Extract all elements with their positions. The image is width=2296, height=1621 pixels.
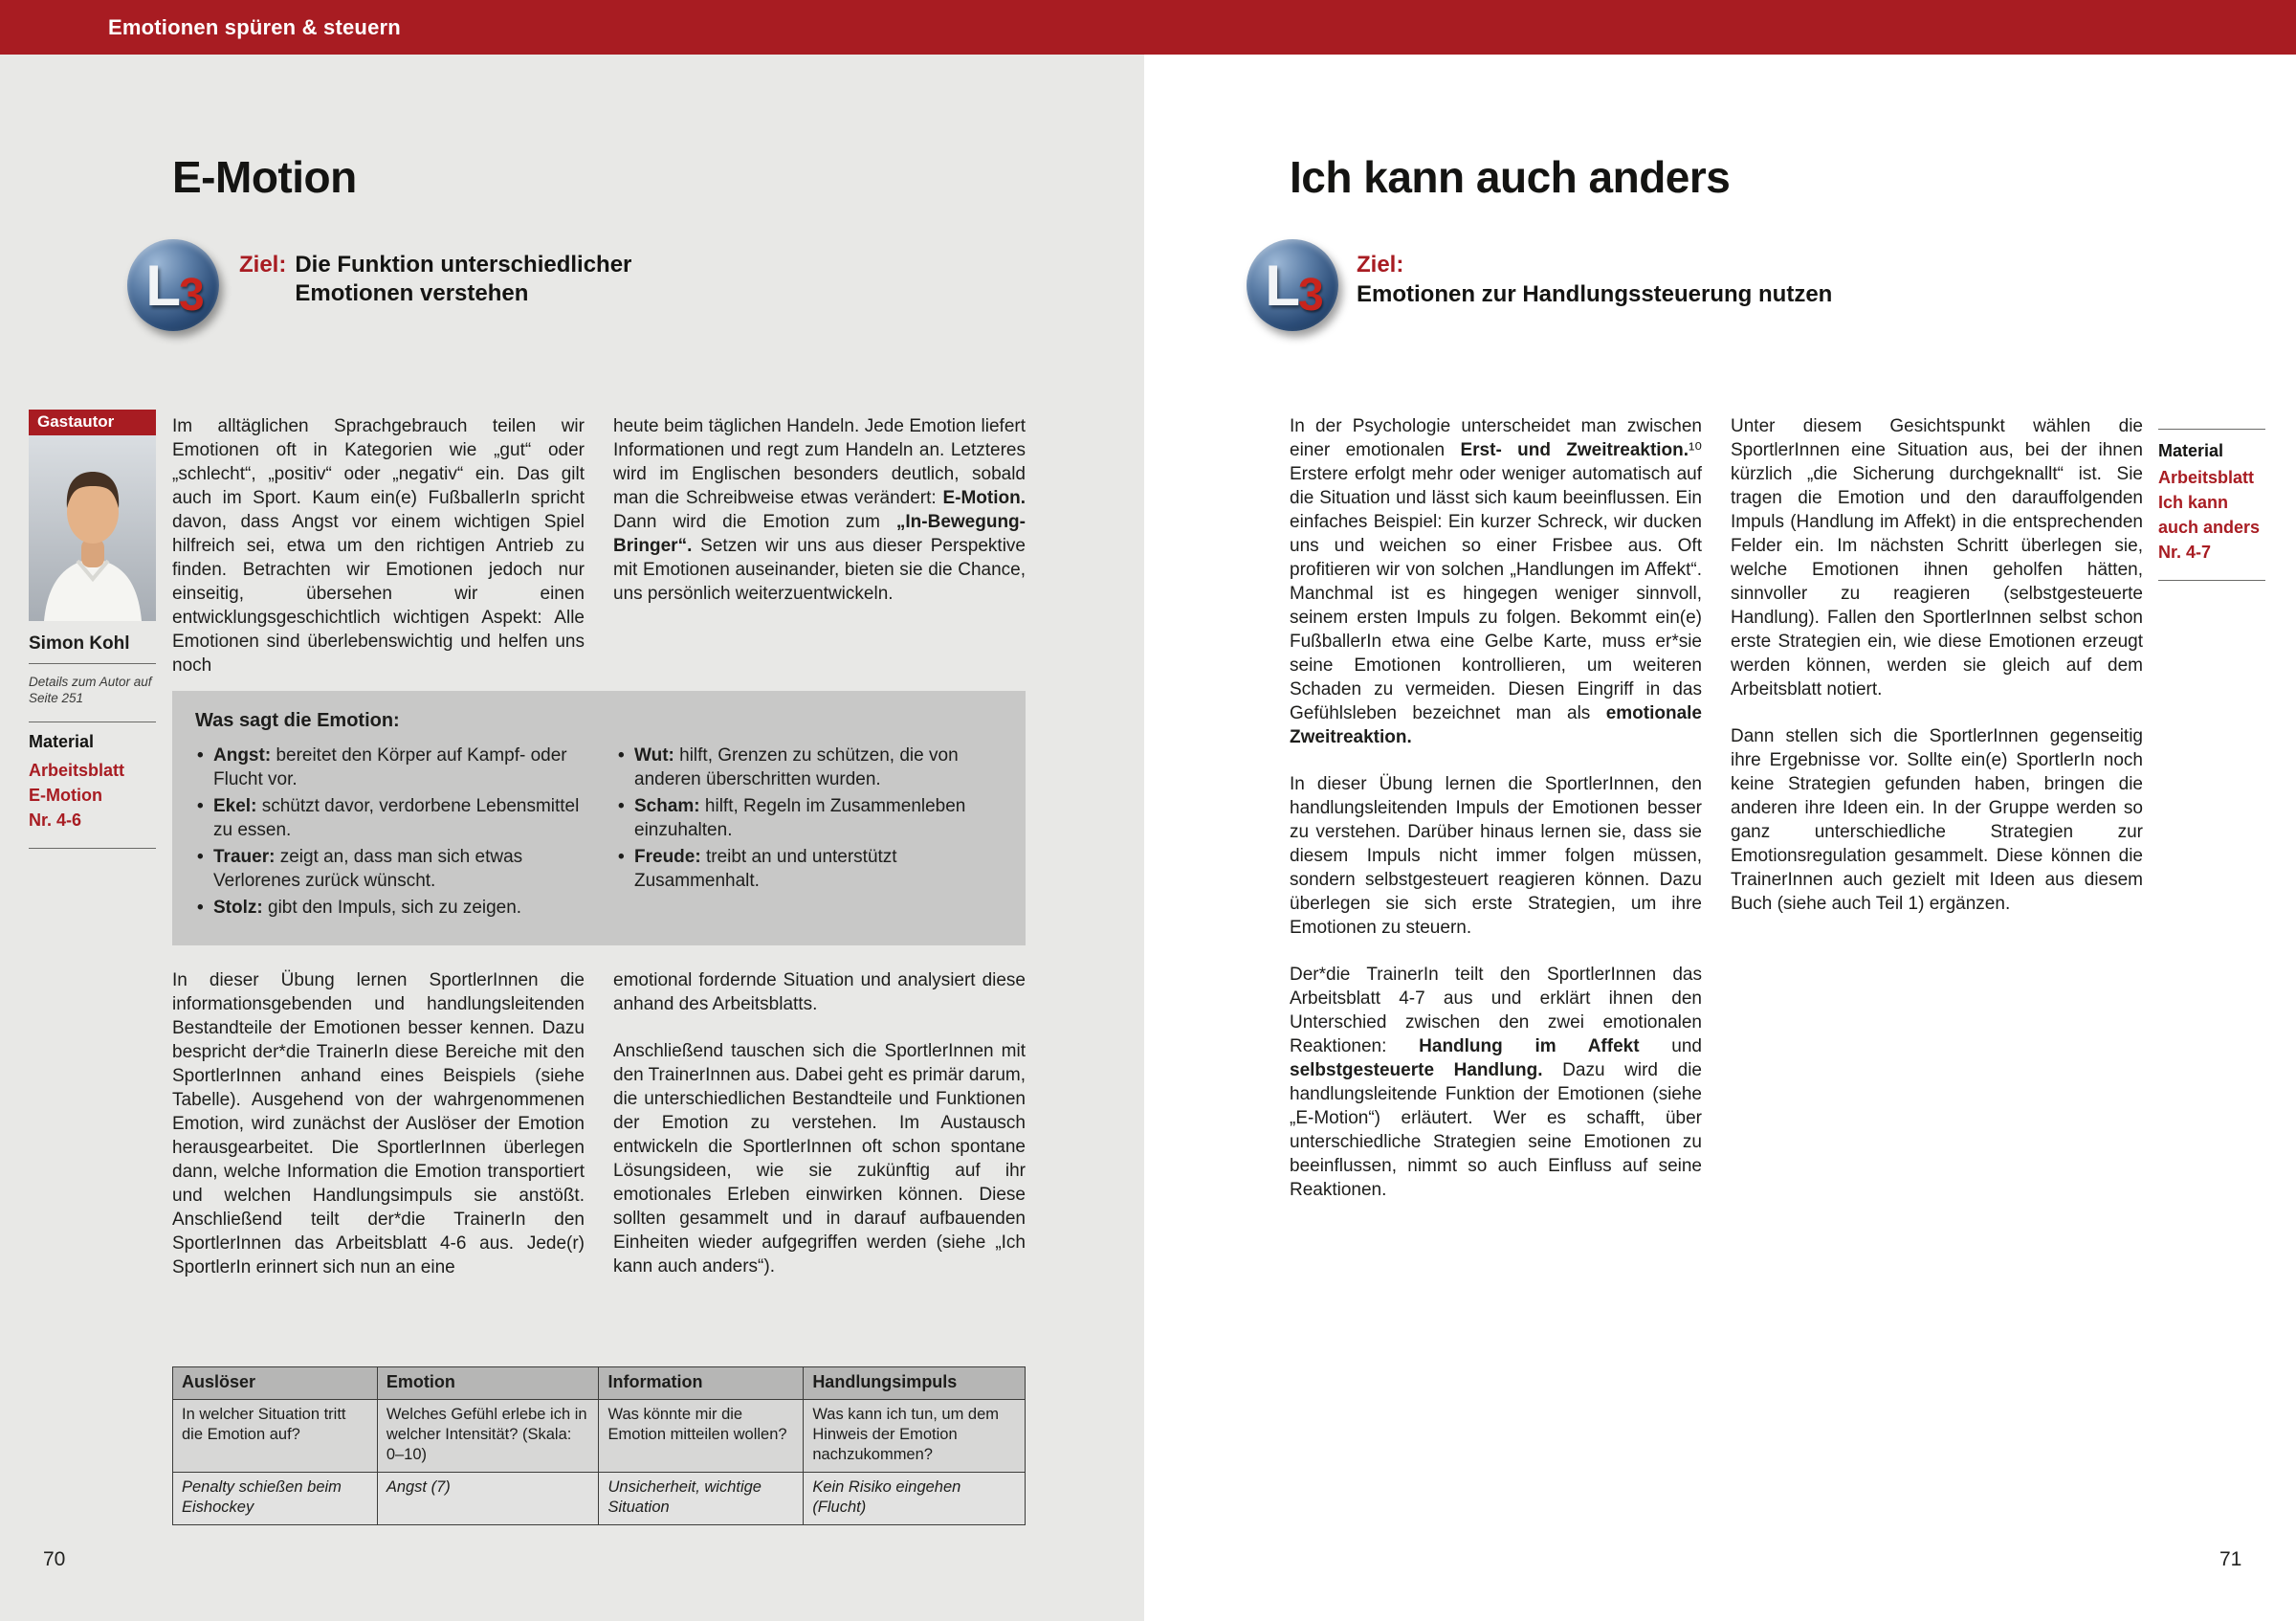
table-header-emotion: Emotion bbox=[377, 1367, 599, 1400]
level-3-icon bbox=[1247, 239, 1338, 331]
emotion-term: Angst: bbox=[213, 745, 272, 766]
emotion-term: Trauer: bbox=[213, 847, 276, 867]
guest-author-label: Gastautor bbox=[29, 410, 156, 435]
table-cell: Was kann ich tun, um dem Hinweis der Emotion nachzukommen? bbox=[804, 1400, 1026, 1473]
table-header-handlungsimpuls: Handlungsimpuls bbox=[804, 1367, 1026, 1400]
paragraph: In dieser Übung lernen die SportlerInnen, den handlungsleitenden Impuls der Emotionen besser zu verstehen. Darüber hinaus lernen sie, dass sie diesem Impuls nicht immer folgen müssen, sondern selbstgesteuert reagieren können. Dazu überlegen sie sich erste Strategien, um ihre Emotionen zu steuern. bbox=[1290, 774, 1702, 938]
text-column bbox=[1731, 414, 2143, 1202]
table-cell: Kein Risiko eingehen (Flucht) bbox=[804, 1473, 1026, 1525]
goal-statement-left bbox=[239, 251, 682, 308]
page-number-right: 71 bbox=[2219, 1548, 2242, 1570]
material-label: Material bbox=[2158, 441, 2224, 460]
author-sidebar bbox=[29, 410, 156, 849]
emotion-list-item bbox=[616, 795, 1003, 842]
logo-number: 3 bbox=[178, 269, 205, 321]
emotion-term: Wut: bbox=[634, 745, 674, 766]
emotion-list-item bbox=[195, 897, 582, 921]
emotion-term: Scham: bbox=[634, 796, 700, 816]
text-column bbox=[613, 968, 1026, 1279]
page-number-left: 70 bbox=[43, 1548, 66, 1570]
table-cell: Unsicherheit, wichtige Situation bbox=[599, 1473, 804, 1525]
divider bbox=[29, 848, 156, 849]
paragraph: Unter diesem Gesichtspunkt wählen die SportlerInnen eine Situation aus, bei der ihnen kürzlich „die Sicherung durchgeknallt“ ist. Sie tragen die Emotion und den darauffolgenden Impuls (Handlung im Affekt) in die entsprechenden Felder ein. Im nächsten Schritt überlegen sie, welche Emotionen ihnen geholfen hätten, sinnvoller zu reagieren (selbstgesteuerte Handlung). Fallen den SportlerInnen selbst schon erste Strategien ein, wie diese Emotionen erzeugt werden können, werden sie gleich auf dem Arbeitsblatt notiert. bbox=[1731, 416, 2143, 699]
paragraph: In der Psychologie unterscheidet man zwischen einer emotionalen Erst- und Zweitreaktion.¹⁰ Erstere erfolgt mehr oder weniger automatisch auf die Situation und lässt sich kaum beeinflussen. Ein einfaches Beispiel: Ein kurzer Schreck, wir ducken uns und weichen so einer Frisbee aus. Oft profitieren wir von solchen „Handlungen im Affekt“. Manchmal ist es hingegen weniger sinnvoll, seinem ersten Impuls zu folgen. Bekommt ein(e) FußballerIn etwa eine Gelbe Karte, muss er*sie seine Emotionen kontrollieren, um weiteren Schaden zu vermeiden. Diesen Eingriff in das Gefühlsleben bezeichnet man als emotionale Zweitreaktion. bbox=[1290, 416, 1702, 747]
paragraph: Der*die TrainerIn teilt den SportlerInnen das Arbeitsblatt 4-7 aus und erklärt ihnen den Unterschied zwischen den zwei emotionalen Reaktionen: Handlung im Affekt und selbstgesteuerte Handlung. Dazu wird die handlungsleitende Funktion der Emotionen (siehe „E-Motion“) erläutert. Wer es schafft, über unterschiedliche Strategien seine Emotionen zu beeinflussen, nimmt so auch Einfluss auf seine Reaktionen. bbox=[1290, 965, 1702, 1200]
table-cell: Penalty schießen beim Eishockey bbox=[173, 1473, 378, 1525]
material-line: E-Motion bbox=[29, 786, 102, 805]
material-line: Arbeitsblatt bbox=[29, 761, 125, 780]
table-cell: Angst (7) bbox=[377, 1473, 599, 1525]
author-details-note: Details zum Autor auf Seite 251 bbox=[29, 675, 152, 705]
level-3-icon bbox=[127, 239, 219, 331]
page-title-right: Ich kann auch anders bbox=[1290, 152, 1731, 202]
emotion-description: bereitet den Körper auf Kampf- oder Flucht vor. bbox=[213, 745, 567, 789]
material-line: Nr. 4-6 bbox=[29, 810, 82, 830]
paragraph: emotional fordernde Situation und analysiert diese anhand des Arbeitsblatts. bbox=[613, 970, 1026, 1014]
goal-label: Ziel: bbox=[1357, 252, 1404, 278]
material-label: Material bbox=[29, 732, 95, 751]
author-portrait-illustration bbox=[29, 435, 156, 621]
body-text-right bbox=[1290, 414, 2143, 1202]
emotion-box-right-column bbox=[616, 744, 1003, 924]
paragraph: In dieser Übung lernen SportlerInnen die informationsgebenden und handlungsleitenden Bestandteile der Emotionen besser kennen. Dazu bespricht der*die TrainerIn diese Bereiche mit den SportlerInnen anhand eines Beispiels (siehe Tabelle). Ausgehend von der wahrgenommenen Emotion, wird zunächst der Auslöser der Emotion herausgearbeitet. Die SportlerInnen überlegen dann, welche Information die Emotion transportiert und welchen Handlungsimpuls sie anstößt. Anschließend teilt der*die TrainerIn den SportlerInnen das Arbeitsblatt 4-6 aus. Jede(r) SportlerIn erinnert sich nun an eine bbox=[172, 970, 585, 1277]
emotion-list-item bbox=[616, 846, 1003, 893]
table-row-questions bbox=[173, 1400, 1026, 1473]
emotion-description: hilft, Regeln im Zusammenleben einzuhalten. bbox=[634, 796, 966, 840]
author-portrait-photo bbox=[29, 435, 156, 621]
emotion-description: treibt an und unterstützt Zusammenhalt. bbox=[634, 847, 897, 891]
table-row-example bbox=[173, 1473, 1026, 1525]
goal-text: Emotionen zur Handlungssteuerung nutzen bbox=[1357, 281, 1833, 307]
material-line: Arbeitsblatt bbox=[2158, 468, 2255, 487]
table-cell: Welches Gefühl erlebe ich in welcher Intensität? (Skala: 0–10) bbox=[377, 1400, 599, 1473]
intro-text-left bbox=[172, 414, 1026, 677]
material-block-right bbox=[2158, 429, 2265, 581]
paragraph: Anschließend tauschen sich die SportlerInnen mit den TrainerInnen aus. Dabei geht es primär darum, die unterschiedlichen Bestandteile und Funktionen der Emotion zu verstehen. Im Austausch entwickeln die SportlerInnen oft schon spontane Lösungsideen, wie sie zukünftig auf ihr emotionales Erleben einwirken können. Diese sollten gesammelt und in darauf aufbauenden Einheiten wieder aufgegriffen werden (siehe „Ich kann auch anders“). bbox=[613, 1041, 1026, 1277]
body-text-left bbox=[172, 968, 1026, 1279]
emotion-box-columns bbox=[195, 744, 1003, 924]
emotion-description: hilft, Grenzen zu schützen, die von anderen überschritten wurden. bbox=[634, 745, 959, 789]
table-header-row bbox=[173, 1367, 1026, 1400]
goal-statement-right bbox=[1357, 251, 1832, 309]
emotion-term: Ekel: bbox=[213, 796, 257, 816]
material-line: auch anders bbox=[2158, 518, 2261, 537]
emotion-description: zeigt an, dass man sich etwas Verlorenes zurück wünscht. bbox=[213, 847, 523, 891]
paragraph: Im alltäglichen Sprachgebrauch teilen wir Emotionen oft in Kategorien wie „gut“ oder „schlecht“, „positiv“ oder „negativ“ ein. Das gilt auch im Sport. Kaum ein(e) FußballerIn spricht davon, dass Angst vor einem wichtigen Spiel hilfreich sei, etwa um den richtigen Antrieb zu finden. Betrachten wir Emotionen jedoch nur einseitig, übersehen wir einen entwicklungsgeschichtlich wichtigen Aspekt: Alle Emotionen sind überlebenswichtig und helfen uns noch bbox=[172, 416, 585, 676]
emotion-term: Stolz: bbox=[213, 898, 263, 918]
material-line: Nr. 4-7 bbox=[2158, 543, 2212, 562]
emotion-box-left-column bbox=[195, 744, 582, 924]
emotion-list-item bbox=[195, 846, 582, 893]
table-header-ausloeser: Auslöser bbox=[173, 1367, 378, 1400]
emotion-list-item bbox=[195, 744, 582, 791]
material-line: Ich kann bbox=[2158, 493, 2229, 512]
emotion-info-box bbox=[172, 691, 1026, 945]
logo-letter: L bbox=[145, 253, 181, 318]
chapter-title: Emotionen spüren & steuern bbox=[108, 14, 401, 39]
table-header-information: Information bbox=[599, 1367, 804, 1400]
emotion-list-item bbox=[195, 795, 582, 842]
emotion-term: Freude: bbox=[634, 847, 701, 867]
text-column bbox=[1290, 414, 1702, 1202]
emotion-example-table bbox=[172, 1366, 1026, 1525]
table-cell: Was könnte mir die Emotion mitteilen wollen? bbox=[599, 1400, 804, 1473]
text-column bbox=[172, 968, 585, 1279]
author-name: Simon Kohl bbox=[29, 633, 156, 664]
paragraph: heute beim täglichen Handeln. Jede Emotion liefert Informationen und regt zum Handeln an. Letzteres wird im Englischen besonders deutlich, sobald man die Schreibweise etwas verändert: E-Motion. Dann wird die Emotion zum „In-Bewegung-Bringer“. Setzen wir uns aus dieser Perspektive mit Emotionen auseinander, bieten sie die Chance, uns persönlich weiterzuentwickeln. bbox=[613, 416, 1026, 604]
emotion-box-title: Was sagt die Emotion: bbox=[195, 710, 400, 731]
goal-label: Ziel: bbox=[239, 252, 287, 278]
logo-letter: L bbox=[1265, 253, 1300, 318]
material-block-left bbox=[29, 722, 156, 833]
logo-number: 3 bbox=[1297, 269, 1324, 321]
paragraph: Dann stellen sich die SportlerInnen gegenseitig ihre Ergebnisse vor. Sollte ein(e) SportlerIn noch keine Strategien gefunden haben, bringen die anderen ihre Ideen ein. In der Gruppe werden so ganz unterschiedliche Strategien zur Emotionsregulation gesammelt. Diese können die TrainerInnen auch gezielt mit Ideen aus diesem Buch (siehe auch Teil 1) ergänzen. bbox=[1731, 726, 2143, 914]
table-cell: In welcher Situation tritt die Emotion auf? bbox=[173, 1400, 378, 1473]
emotion-description: schützt davor, verdorbene Lebensmittel zu essen. bbox=[213, 796, 580, 840]
emotion-description: gibt den Impuls, sich zu zeigen. bbox=[268, 898, 522, 918]
chapter-header-bar bbox=[0, 0, 2296, 55]
page-title-left: E-Motion bbox=[172, 152, 357, 202]
emotion-list-item bbox=[616, 744, 1003, 791]
goal-text: Die Funktion unterschiedlicher Emotionen verstehen bbox=[295, 252, 632, 306]
